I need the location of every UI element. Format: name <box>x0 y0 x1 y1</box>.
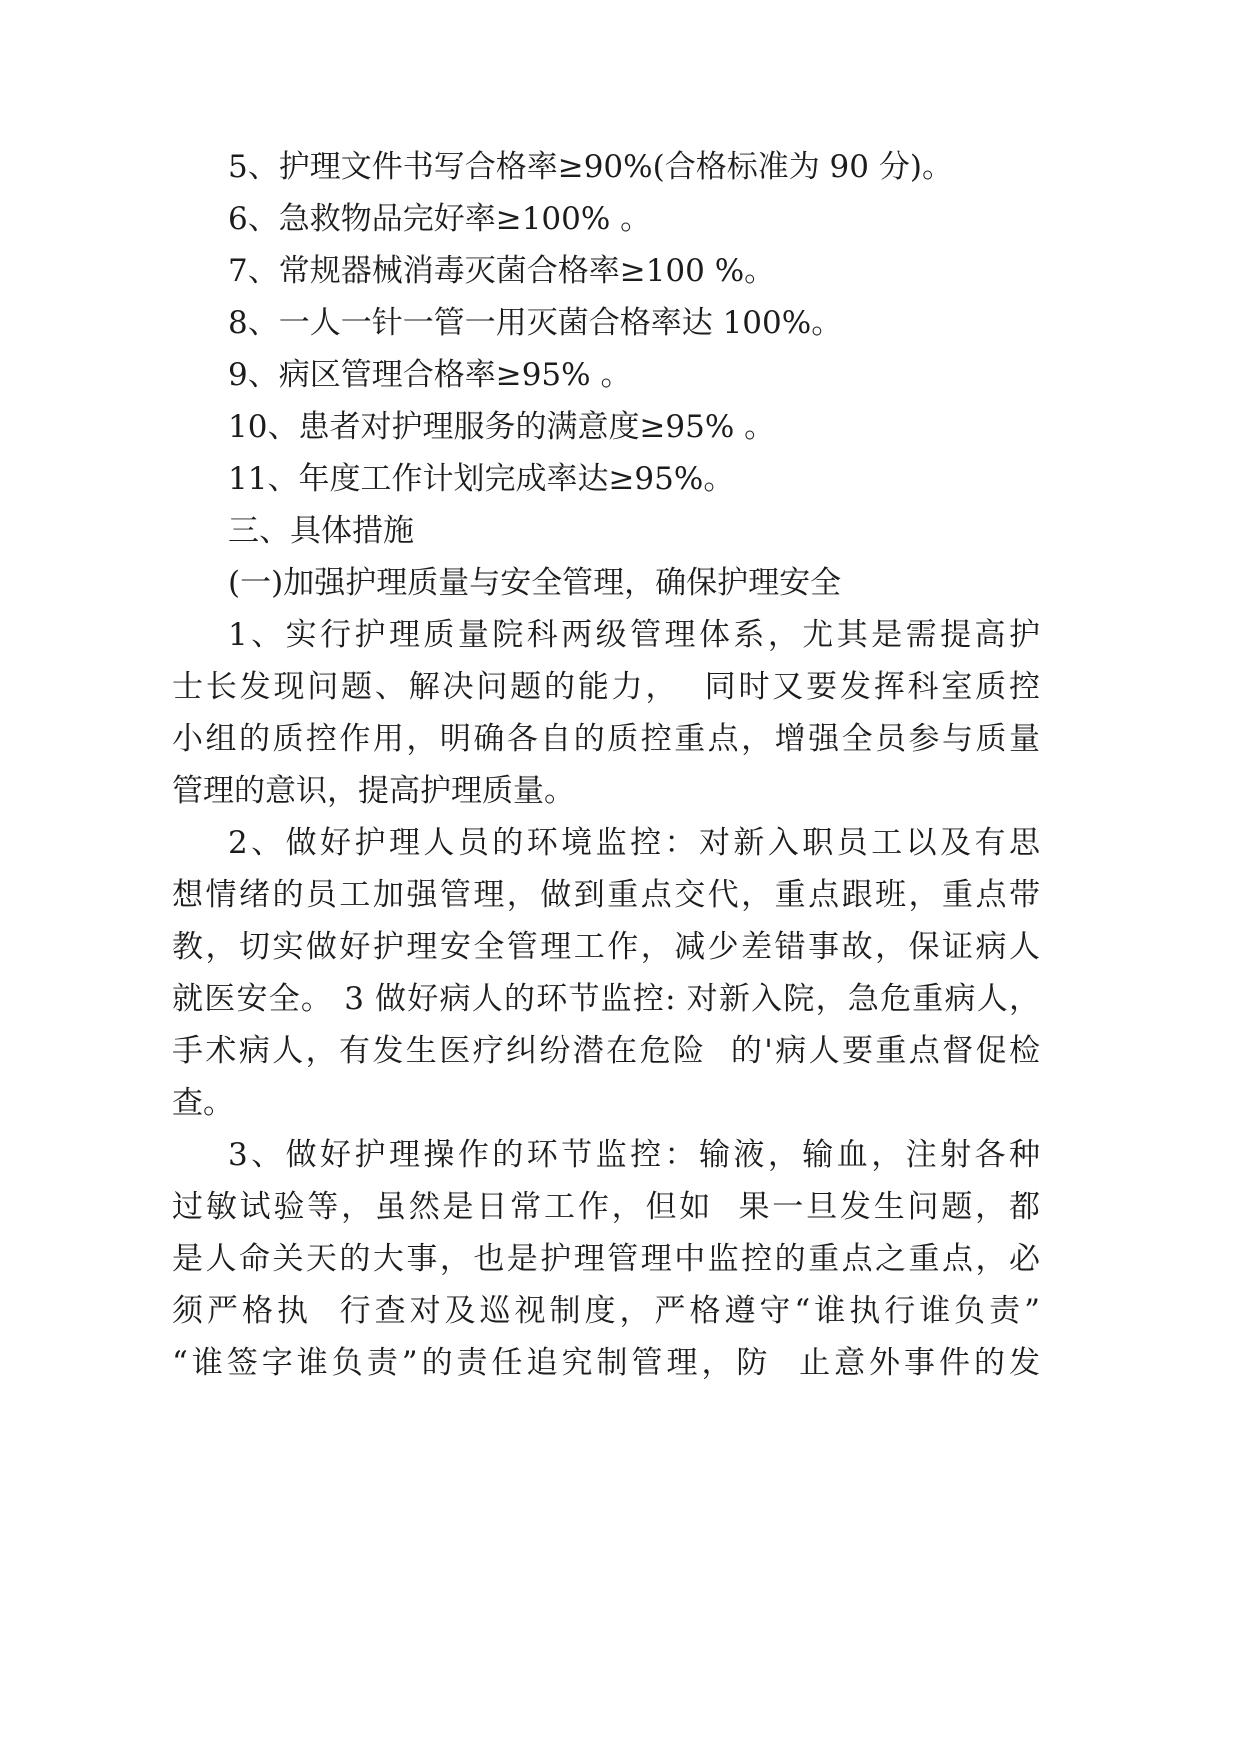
list-item-9: 9、病区管理合格率≥95% 。 <box>228 357 632 393</box>
paragraph-1-line: 1、实行护理质量院科两级管理体系，尤其是需提高护 <box>228 617 1040 653</box>
paragraph-2-line: 教，切实做好护理安全管理工作，减少差错事故，保证病人 <box>172 929 1040 965</box>
paragraph-3-line: 是人命关天的大事，也是护理管理中监控的重点之重点，必 <box>172 1241 1040 1277</box>
paragraph-3-line: “谁签字谁负责”的责任追究制管理，防 止意外事件的发 <box>172 1345 1040 1381</box>
list-item-11: 11、年度工作计划完成率达≥95%。 <box>228 461 735 497</box>
list-item-8: 8、一人一针一管一用灭菌合格率达 100%。 <box>228 305 843 341</box>
paragraph-3-line: 3、做好护理操作的环节监控：输液，输血，注射各种 <box>228 1137 1040 1173</box>
paragraph-1-line: 小组的质控作用，明确各自的质控重点，增强全员参与质量 <box>172 721 1040 757</box>
list-item-7: 7、常规器械消毒灭菌合格率≥100 %。 <box>228 253 776 289</box>
paragraph-3-line: 须严格执 行查对及巡视制度，严格遵守“谁执行谁负责” <box>172 1293 1040 1329</box>
paragraph-2-line: 2、做好护理人员的环境监控：对新入职员工以及有思 <box>228 825 1040 861</box>
paragraph-2-line: 查。 <box>172 1085 234 1121</box>
paragraph-2-line: 手术病人，有发生医疗纠纷潜在危险 的'病人要重点督促检 <box>172 1033 1040 1069</box>
list-item-6: 6、急救物品完好率≥100% 。 <box>228 201 652 237</box>
paragraph-1-line: 管理的意识，提高护理质量。 <box>172 773 575 809</box>
paragraph-1-line: 士长发现问题、解决问题的能力， 同时又要发挥科室质控 <box>172 669 1040 705</box>
list-item-10: 10、患者对护理服务的满意度≥95% 。 <box>228 409 776 445</box>
paragraph-3-line: 过敏试验等，虽然是日常工作，但如 果一旦发生问题，都 <box>172 1189 1040 1225</box>
paragraph-2-line: 想情绪的员工加强管理，做到重点交代，重点跟班，重点带 <box>172 877 1040 913</box>
paragraph-2-line: 就医安全。 3 做好病人的环节监控: 对新入院，急危重病人， <box>172 981 1040 1017</box>
section-heading: 三、具体措施 <box>228 513 414 549</box>
subsection-heading: (一)加强护理质量与安全管理，确保护理安全 <box>228 565 842 601</box>
list-item-5: 5、护理文件书写合格率≥90%(合格标准为 90 分)。 <box>228 149 953 185</box>
